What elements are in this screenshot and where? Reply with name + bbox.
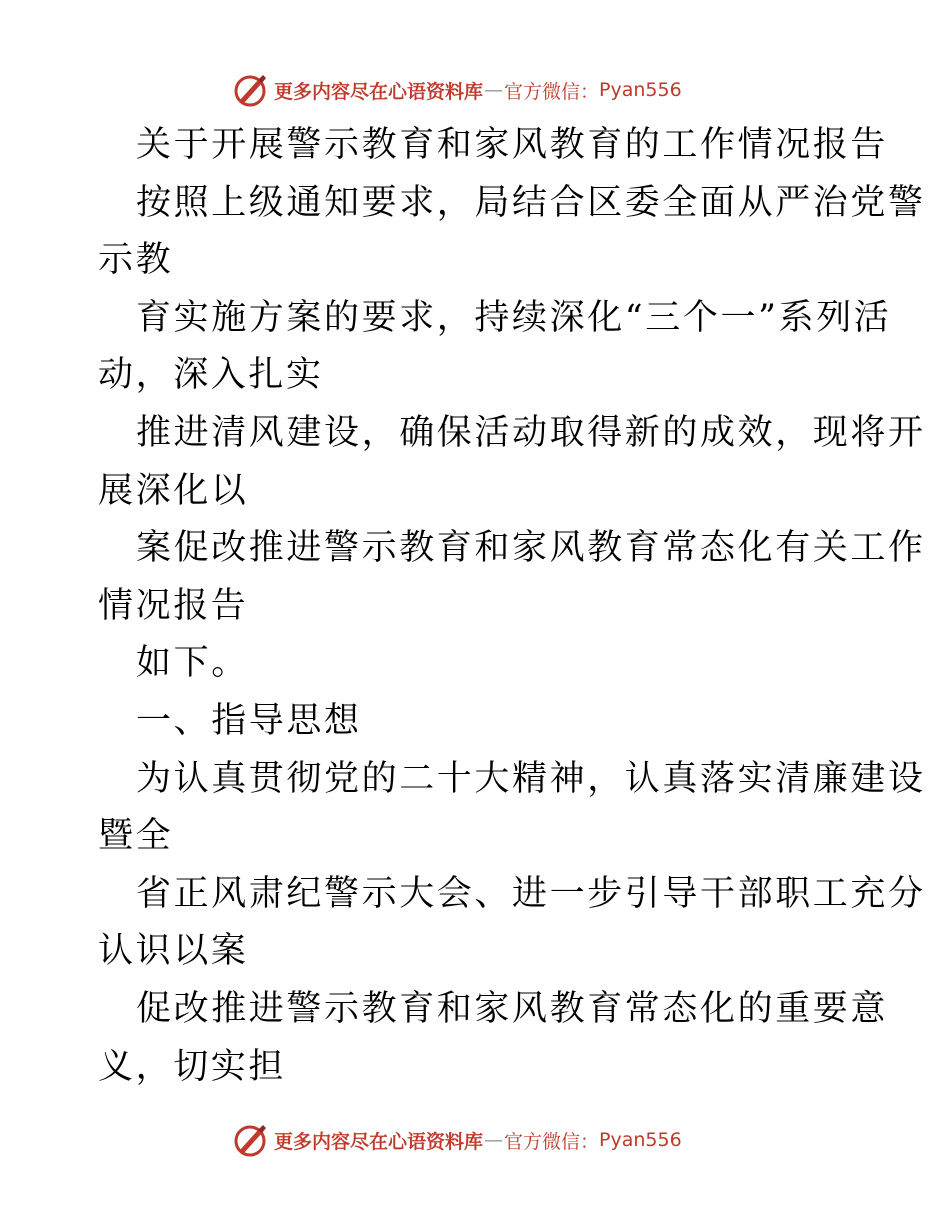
pen-logo-icon — [232, 1122, 268, 1158]
text-line: 推进清风建设，确保活动取得新的成效，现将开 — [136, 412, 926, 453]
text-line: 案促改推进警示教育和家风教育常态化有关工作 — [136, 528, 926, 569]
text-line: 动，深入扎实 — [98, 355, 324, 396]
text-line: 省正风肃纪警示大会、进一步引导干部职工充分 — [136, 873, 926, 914]
banner-wechat-id: Pyan556 — [599, 1129, 682, 1151]
text-line: 展深化以 — [98, 470, 249, 511]
text-line: 认识以案 — [98, 931, 249, 972]
document-body — [98, 117, 926, 1096]
text-line: 育实施方案的要求，持续深化“三个一”系列活 — [136, 297, 892, 338]
footer-banner — [232, 1120, 712, 1160]
text-line: 如下。 — [136, 643, 249, 684]
banner-wechat-id: Pyan556 — [599, 79, 682, 101]
text-line: 暨全 — [98, 816, 174, 857]
text-line: 按照上级通知要求，局结合区委全面从严治党警 — [136, 182, 926, 223]
text-line: 关于开展警示教育和家风教育的工作情况报告 — [136, 125, 889, 165]
header-banner — [232, 70, 712, 110]
text-line: 促改推进警示教育和家风教育常态化的重要意 — [136, 988, 889, 1029]
text-line: 示教 — [98, 240, 174, 281]
banner-separator: — — [484, 1129, 504, 1151]
text-line: 情况报告 — [98, 585, 249, 626]
text-line: 义，切实担 — [98, 1046, 287, 1087]
text-line: 一、指导思想 — [136, 700, 362, 741]
banner-site-name: 更多内容尽在心语资料库 — [274, 80, 484, 103]
pen-logo-icon — [232, 72, 268, 108]
banner-wechat-label: 官方微信： — [504, 80, 600, 103]
banner-site-name: 更多内容尽在心语资料库 — [274, 1130, 484, 1153]
banner-separator: — — [484, 79, 504, 101]
text-line: 为认真贯彻党的二十大精神，认真落实清廉建设 — [136, 758, 926, 799]
banner-wechat-label: 官方微信： — [504, 1130, 600, 1153]
